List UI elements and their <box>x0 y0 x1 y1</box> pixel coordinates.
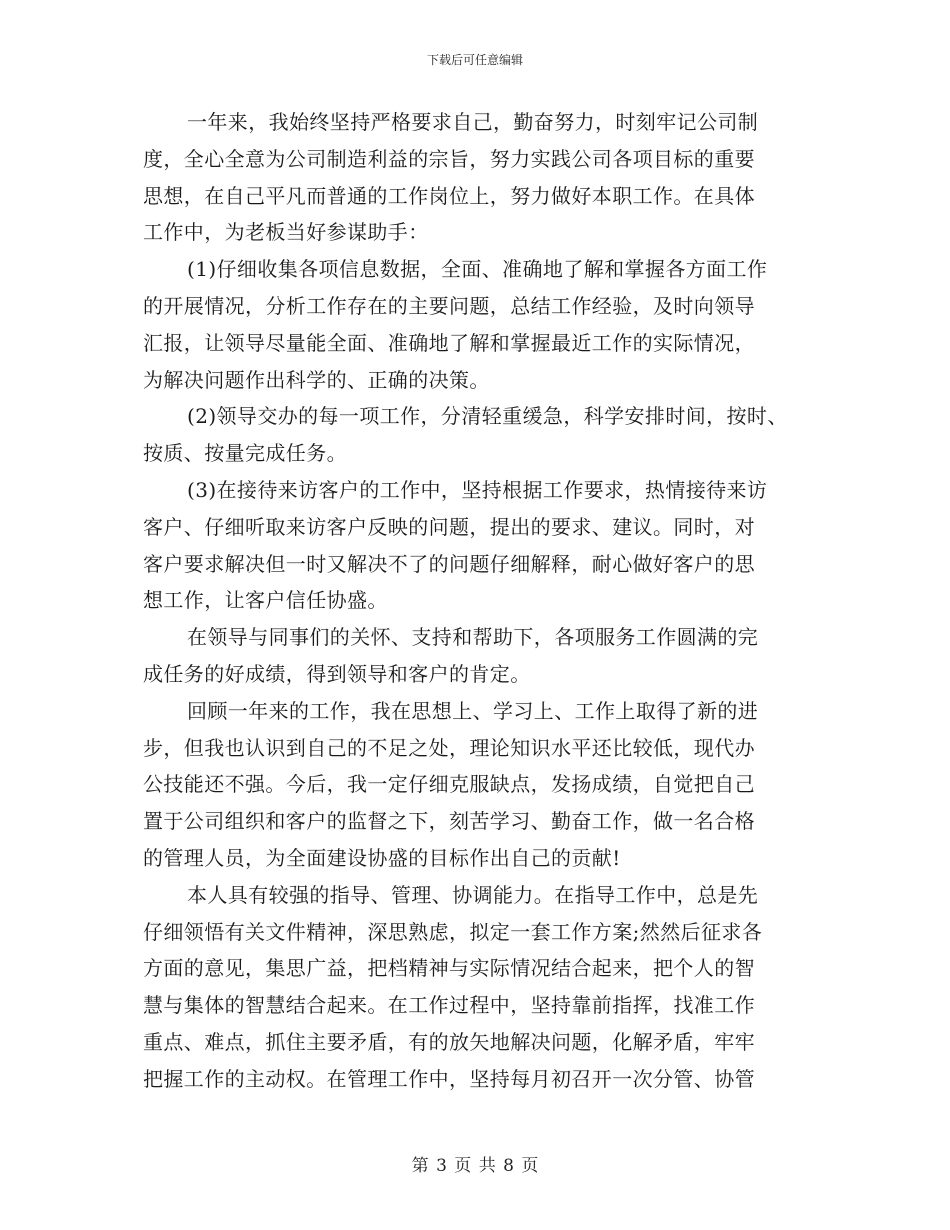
paragraph-line: 把握工作的主动权。在管理工作中，坚持每月初召开一次分管、协管 <box>143 1066 755 1091</box>
paragraph-line: 在领导与同事们的关怀、支持和帮助下，各项服务工作圆满的完 <box>187 625 759 650</box>
paragraph-line: 一年来，我始终坚持严格要求自己，勤奋努力，时刻牢记公司制 <box>187 110 759 134</box>
document-body <box>143 104 808 1098</box>
paragraph-line: 成任务的好成绩，得到领导和客户的肯定。 <box>143 661 531 686</box>
paragraph-line: 工作中，为老板当好参谋助手： <box>143 220 429 245</box>
paragraph-line: (2)领导交办的每一项工作，分清轻重缓急，科学安排时间，按时、 <box>187 404 788 429</box>
paragraph-line: 公技能还不强。今后，我一定仔细克服缺点，发扬成绩，自觉把自己 <box>143 772 755 797</box>
paragraph-line: 步，但我也认识到自己的不足之处，理论知识水平还比较低，现代办 <box>143 735 755 760</box>
paragraph-line: 客户要求解决但一时又解决不了的问题仔细解释，耐心做好客户的思 <box>143 551 755 576</box>
page-number-footer: 第 3 页 共 8 页 <box>411 1156 539 1176</box>
paragraph-line: 的管理人员，为全面建设协盛的目标作出自己的贡献! <box>143 845 621 870</box>
paragraph-line: 本人具有较强的指导、管理、协调能力。在指导工作中，总是先 <box>187 882 759 907</box>
paragraph-line: 客户、仔细听取来访客户反映的问题，提出的要求、建议。同时，对 <box>143 514 755 539</box>
paragraph-line: 慧与集体的智慧结合起来。在工作过程中，坚持靠前指挥，找准工作 <box>143 993 755 1018</box>
paragraph-line: 置于公司组织和客户的监督之下，刻苦学习、勤奋工作，做一名合格 <box>143 809 755 834</box>
paragraph-line: 仔细领悟有关文件精神，深思熟虑，拟定一套工作方案;然然后征求各 <box>143 919 763 944</box>
paragraph-line: (1)仔细收集各项信息数据，全面、准确地了解和掌握各方面工作 <box>187 257 768 282</box>
paragraph-line: 回顾一年来的工作，我在思想上、学习上、工作上取得了新的进 <box>187 698 759 723</box>
paragraph-line: (3)在接待来访客户的工作中，坚持根据工作要求，热情接待来访 <box>187 477 768 502</box>
page-header: 下载后可任意编辑 <box>426 53 523 67</box>
paragraph-line: 想工作，让客户信任协盛。 <box>143 588 388 613</box>
paragraph-line: 按质、按量完成任务。 <box>143 441 347 466</box>
paragraph-line: 汇报，让领导尽量能全面、准确地了解和掌握最近工作的实际情况， <box>143 330 755 355</box>
paragraph-line: 度，全心全意为公司制造利益的宗旨，努力实践公司各项目标的重要 <box>143 146 755 171</box>
paragraph-line: 的开展情况，分析工作存在的主要问题，总结工作经验，及时向领导 <box>143 293 755 318</box>
paragraph-line: 方面的意见，集思广益，把档精神与实际情况结合起来，把个人的智 <box>143 956 755 981</box>
paragraph-line: 思想，在自己平凡而普通的工作岗位上，努力做好本职工作。在具体 <box>143 183 755 208</box>
paragraph-line: 为解决问题作出科学的、正确的决策。 <box>143 367 490 392</box>
paragraph-line: 重点、难点，抓住主要矛盾，有的放矢地解决问题，化解矛盾，牢牢 <box>143 1029 755 1054</box>
